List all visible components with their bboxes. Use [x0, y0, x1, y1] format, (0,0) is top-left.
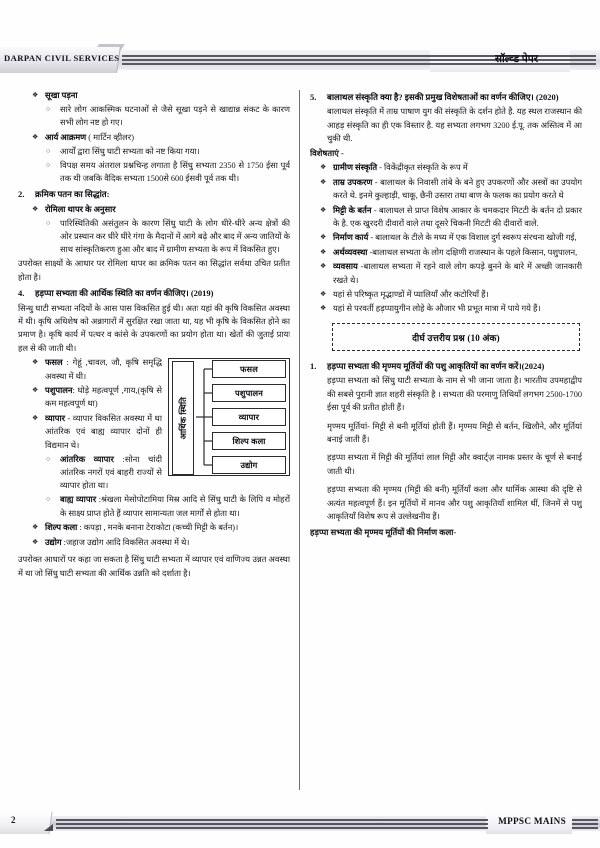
- footer-rule-tail-top: [572, 819, 598, 821]
- bullet-label: व्यापार: [45, 413, 66, 423]
- footer-rule-top: [56, 819, 488, 821]
- feature-text: बालाथल सभ्यता में रहने वाले लोग कपड़े बुनने के बारे में अच्छी जानकारी रखते थे।: [333, 262, 582, 285]
- question-4: [18, 287, 290, 300]
- feature-refined-pottery: [320, 288, 582, 301]
- sub-bullet-text: पारिस्थितिकी असंतुलन के कारण सिंधु घाटी के लोग धीरे-धीरे अन्य क्षेत्रों की ओर प्रस्थान कर धीरे धीरे गंगा के मैदानों में आगे बढ़े और बाद में अन्य जातियों के साथ सांस्कृतिकरण हुआ और बाद में ग्रामीण सभ्यता के रूप में विकसित हुए।: [60, 218, 290, 255]
- question-title: हड़प्पा सभ्यता की मृण्मय मूर्तियों की पशु आकृतियों का वर्णन करें।: [327, 360, 522, 371]
- feature-sep: -: [371, 205, 379, 215]
- bullet-drought: [32, 89, 290, 102]
- sub-bullet-aryan-1: [46, 145, 290, 158]
- question-number: 4.: [18, 288, 25, 299]
- question-1-long: [310, 360, 582, 373]
- question-number: 1.: [310, 360, 317, 371]
- bullet-sep: :: [72, 386, 78, 396]
- feature-economy: [320, 246, 582, 259]
- diamond-bullet-icon: ❖: [32, 413, 39, 422]
- question-number: 5.: [310, 92, 317, 102]
- feature-copper-tools: [320, 176, 582, 203]
- q1-paragraph-2: मृण्मय मूर्तियां- मिट्टी से बनी मूर्तियां होती हैं। मृण्मय मिट्टी से बर्तन, खिलौने, और मूर्तियां बनाई जाती हैं।: [327, 421, 582, 444]
- bullet-crops: [32, 356, 162, 383]
- bullet-sep: :: [77, 523, 84, 533]
- bullet-heading: आर्य आक्रमण: [45, 132, 87, 142]
- bullet-label: पशुपालन: [45, 386, 73, 396]
- sub-bullet-aryan-2: [46, 159, 290, 186]
- circle-bullet-icon: ○: [46, 495, 51, 504]
- diamond-bullet-icon: ❖: [32, 386, 39, 395]
- page-header: [0, 44, 600, 74]
- bullet-label: उद्योग: [45, 537, 62, 547]
- q4-conclusion-paragraph: उपरोक्त आधारों पर कहा जा सकता है सिंधु घाटी सभ्यता में व्यापार एवं वाणिज्य उन्नत अवस्था में था जो सिंधु घाटी सभ्यता की आर्थिक उन्नति को दर्शाता है।: [18, 555, 290, 578]
- header-paper-title: सॉल्व्ड पेपर: [494, 53, 538, 65]
- q5-intro-paragraph: बालाथल संस्कृति में ताम्र पाषाण युग की संस्कृति के दर्शन होते है. यह स्थल राजस्थान की आहड़ संस्कृति का ही एक विस्तार है. यह सभ्यता लगभग 3200 ई.पू. तक अस्तित्व में आ चुकी थी.: [327, 107, 582, 144]
- circle-bullet-icon: ○: [46, 104, 51, 113]
- q2-closing-paragraph: उपरोक्त साक्ष्यों के आधार पर रोमिला थापर का क्रमिक पतन का सिद्धांत सर्वथा उचित प्रतीत होता है।: [18, 259, 290, 282]
- bullet-sep: :: [62, 358, 73, 368]
- q1-final-heading: हड़प्पा सभ्यता की मृण्मय मूर्तियों की निर्माण कला-: [310, 528, 457, 538]
- diagram-node: फसल: [212, 360, 286, 378]
- feature-label: व्यवसाय: [333, 262, 358, 272]
- diamond-bullet-icon: ❖: [32, 537, 39, 546]
- diamond-bullet-icon: ❖: [32, 204, 39, 213]
- diagram-node: व्यापार: [212, 408, 286, 426]
- feature-label: अर्थव्यवस्था: [333, 247, 368, 257]
- page-number: 2: [11, 815, 16, 825]
- footer-rule-tail-bottom: [572, 827, 598, 829]
- bullet-heading-suffix: ( मार्टिन व्हीलर): [86, 132, 134, 142]
- footer-corner-mark: [44, 824, 53, 831]
- diagram-node: उद्योग: [212, 456, 286, 474]
- circle-bullet-icon: ○: [46, 160, 51, 169]
- section-heading-text: दीर्घ उत्तरीय प्रश्न (10 अंक): [412, 332, 500, 343]
- bullet-animal-husbandry: [32, 384, 162, 411]
- q4-intro-paragraph: सिन्धु घाटी सभ्यता नदियों के आस पास विकसित हुई थी। अतः यहां की कृषि विकसित अवस्था में थी। कृषि अधिशेष को अन्नागारों में सुरक्षित रखा जाता था, यह भी कृषि के विकसित होने का प्रमाण है। कृषि कार्य में पत्थर व कांसे के उपकरणों का प्रयोग होता था। खेतों की जुताई प्रायः हल से की जाती थी।: [18, 303, 290, 353]
- diamond-bullet-icon: ❖: [32, 91, 39, 99]
- diamond-bullet-icon: ❖: [320, 233, 327, 242]
- feature-text: बालाथल के निवासी तांबे के बने हुए उपकरणों और अस्त्रों का उपयोग करते थे. इनमे कुल्हाड़ी, चाकू, छैनी उस्तरा तथा बाण के फलक का प्रयोग करते थे: [333, 177, 582, 201]
- diamond-bullet-icon: ❖: [320, 163, 327, 172]
- sub-bullet-sep: :: [113, 454, 125, 464]
- bullet-sep: :: [61, 537, 66, 547]
- brand-name: DARPAN CIVIL SERVICES: [4, 53, 120, 63]
- bullet-sep: -: [65, 413, 73, 423]
- question-5: [310, 91, 582, 104]
- footer-rule-tail-mid: [572, 823, 598, 825]
- question-2: [18, 188, 290, 201]
- bullet-craft-art: [32, 521, 290, 534]
- bullet-romila-thapar: [32, 203, 290, 216]
- feature-label: ग्रामीण संस्कृति: [333, 163, 378, 173]
- bullet-text: घोड़े महत्वपूर्ण ,गाय,(कृषि से कम महत्वपूर्ण था): [45, 386, 162, 409]
- question-title: बालाथल संस्कृति क्या है? इसकी प्रमुख विशेषताओं का वर्णन कीजिए।: [327, 92, 534, 102]
- question-year: (2019): [188, 288, 214, 299]
- diagram-node: शिल्प कला: [212, 432, 286, 450]
- q1-paragraph-3: हड़प्पा सभ्यता में मिट्टी की मूर्तियां लाल मिट्टी और क्वार्ट्ज़ नामक प्रस्तर के चूर्ण से बनाई जाती थी।: [327, 453, 582, 476]
- diagram-node-list: [212, 360, 286, 474]
- footer-rule-mid: [56, 823, 488, 825]
- diagram-vertical-label-box: [172, 361, 194, 475]
- sub-bullet-text: आर्यों द्वारा सिंधु घाटी सभ्यता को नष्ट किया गया।: [60, 146, 200, 156]
- diamond-bullet-icon: ❖: [32, 523, 39, 532]
- feature-sep: -: [377, 163, 385, 173]
- question-title: हड़प्पा सभ्यता की आर्थिक स्थिति का वर्णन कीजिए।: [35, 288, 189, 299]
- diagram-connector-lines: [196, 358, 213, 476]
- economy-diagram: [168, 358, 290, 476]
- exam-label: MPPSC MAINS: [498, 816, 566, 826]
- question-number: 2.: [18, 189, 25, 200]
- sub-bullet-label: बाह्य व्यापार: [60, 495, 97, 505]
- feature-text: बालाथल से प्राप्त विशेष आकार के चमकदार मिटटी के बर्तन दो प्रकार के है. एक खुरदरी दीवारों वाले तथा दूसरे चिकनी मिटटी की दीवारों वाले.: [333, 205, 582, 229]
- q1-paragraph-1: हड़प्पा सभ्यता को सिंधु घाटी सभ्यता के नाम से भी जाना जाता है। भारतीय उपमहाद्वीप की सबसे पुरानी ज्ञात शहरी संस्कृति है । सभ्यता की परमाणु तिथियाँ लगभग 2500-1700 ईसा पूर्व की प्रतीत होती हैं।: [327, 376, 582, 413]
- diagram-vertical-label: आर्थिक स्थिति: [178, 397, 188, 440]
- feature-occupation: [320, 260, 582, 287]
- sub-bullet-text: श्रंखला मेसोपोटामिया मिस्र आदि से सिंधु घाटी के लिपि व मोहरों के साक्ष्य प्राप्त होते हैं व्यापार सामान्यता जल मार्गों से होता था।: [60, 495, 290, 518]
- feature-text: यहां से परवर्ती हड़प्पायुगीन लोहे के औजार भी प्रभूत मात्रा में पाये गये हैं।: [333, 304, 541, 314]
- diamond-bullet-icon: ❖: [320, 205, 327, 214]
- bullet-heading: सूखा पड़ना: [45, 91, 78, 100]
- feature-sep: -: [372, 177, 381, 187]
- feature-label: ताम्र उपकरण: [333, 177, 373, 187]
- bullet-text: गेहूं ,चावल, जौ, कृषि समृद्धि अवस्था में थी।: [45, 358, 162, 381]
- feature-text: बालाथल सभ्यता के लोग दक्षिणी राजस्थान के पहले किसान, पशुपालन,: [372, 247, 578, 257]
- sub-bullet-text: सोना चांदी आंतरिक नगरों एवं बाहरी राज्यों से व्यापार होता था।: [60, 454, 162, 491]
- feature-label: मिट्टी के बर्तन: [333, 205, 372, 215]
- feature-sep: -: [357, 262, 364, 272]
- diamond-bullet-icon: ❖: [32, 132, 39, 141]
- bullet-text: जहाज उद्योग आदि विकसित अवस्था में थे।: [66, 537, 190, 547]
- section-heading-box: [332, 323, 580, 351]
- footer-rule-bottom: [56, 827, 488, 829]
- sub-bullet-thapar-1: [46, 217, 290, 257]
- bullet-text: कपड़ा , मनके बनाना टेराकोटा (कच्ची मिट्टी के बर्तन)।: [83, 523, 239, 533]
- feature-text: बालाथल के टीले के मध्य में एक विशाल दुर्ग स्वरूप संरचना खोजी गई,: [375, 233, 577, 243]
- sub-bullet-sep: :: [96, 495, 102, 505]
- bullet-industry: [32, 536, 290, 549]
- feature-label: निर्माण कार्य: [333, 233, 369, 243]
- bullet-text: व्यापार विकसित अवस्था में था आंतरिक एवं बाह्य व्यापार दोनों ही विद्यमान थे।: [45, 413, 162, 450]
- diamond-bullet-icon: ❖: [320, 262, 327, 271]
- diamond-bullet-icon: ❖: [32, 358, 39, 367]
- page-footer: [0, 812, 600, 838]
- feature-pottery: [320, 204, 582, 231]
- sub-bullet-text: सारे लोग आकस्मिक घटनाओं से जैसे सूखा पड़ने से खाद्यान्न संकट के कारण सभी लोग नष्ट हो गए।: [60, 104, 290, 128]
- bullet-heading: रोमिला थापर के अनुसार: [45, 204, 116, 214]
- question-year: (2024): [521, 360, 545, 371]
- header-rule-tail-mid: [540, 59, 596, 61]
- feature-construction: [320, 231, 582, 244]
- feature-iron-tools: [320, 302, 582, 315]
- circle-bullet-icon: ○: [46, 146, 51, 155]
- circle-bullet-icon: ○: [46, 218, 51, 227]
- diamond-bullet-icon: ❖: [320, 177, 327, 186]
- bullet-label: फसल: [45, 358, 63, 368]
- left-column: [18, 88, 290, 800]
- sub-bullet-internal-trade: [46, 453, 162, 493]
- bullet-aryan-invasion: [32, 131, 290, 144]
- column-divider: [299, 90, 300, 790]
- question-title: क्रमिक पतन का सिद्धांत:: [35, 189, 110, 200]
- circle-bullet-icon: ○: [46, 454, 51, 463]
- feature-text: विकेंद्रीकृत संस्कृति के रूप में: [384, 163, 468, 173]
- content-columns: [18, 88, 582, 800]
- q1-paragraph-4: हड़प्पा सभ्यता की मृण्मय (मिट्टी की बनी) मूर्तियाँ कला और धार्मिक आस्था की दृष्टि से अत्यंत महत्वपूर्ण हैं। इन मूर्तियों में मानव और पशु आकृतियाँ शामिल थीं, जिनमें से पशु आकृतियाँ विशेष रूप से उल्लेखनीय हैं।: [327, 485, 582, 521]
- feature-text: यहां से परिष्कृत मृद्भाण्डों में प्यालियाँ और कटोरियाँ हैं।: [333, 290, 489, 300]
- diamond-bullet-icon: ❖: [320, 247, 327, 256]
- header-rule-tail-top: [540, 55, 596, 57]
- features-label: विशेषताएं -: [310, 148, 344, 158]
- feature-rural-culture: [320, 161, 582, 174]
- bullet-trade: [32, 412, 162, 452]
- right-column: [310, 88, 582, 800]
- diamond-bullet-icon: ❖: [320, 290, 327, 299]
- feature-sep: -: [367, 247, 373, 257]
- sub-bullet-external-trade: [46, 493, 290, 520]
- diamond-bullet-icon: ❖: [320, 304, 327, 313]
- bullet-label: शिल्प कला: [45, 523, 78, 533]
- diagram-node: पशुपालन: [212, 384, 286, 402]
- sub-bullet-label: आंतरिक व्यापार: [60, 454, 114, 464]
- sub-bullet-drought-1: [46, 103, 290, 130]
- header-rule-tail-bottom: [540, 63, 596, 65]
- question-year: (2020): [533, 92, 559, 102]
- feature-sep: -: [368, 233, 376, 243]
- sub-bullet-text: विपक्ष समय अंतराल प्रश्नचिन्ह लगाता है सिंधु सभ्यता 2350 से 1750 ईसा पूर्व तक थी जबकि वैदिक सभ्यता 1500से 600 ईसवी पूर्व तक थी।: [60, 160, 290, 183]
